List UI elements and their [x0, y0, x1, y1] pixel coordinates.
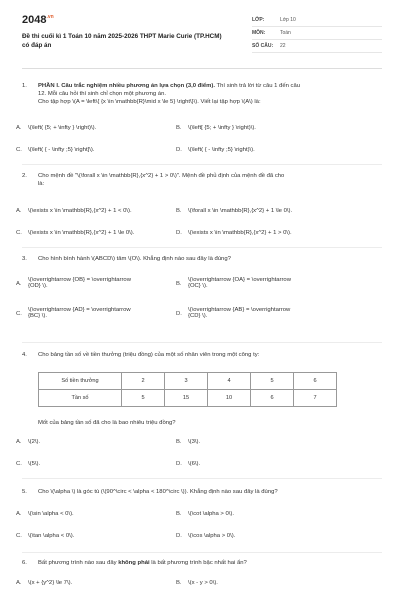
meta-count-row	[252, 40, 382, 53]
option-d[interactable]	[176, 461, 200, 467]
question-4	[22, 351, 382, 361]
question-1	[22, 82, 382, 122]
option-letter: A.	[16, 580, 22, 586]
question-text-line: Cho mệnh đề "\(\forall x \in \mathbb{R},{x^2} + 1 > 0\)". Mệnh đề phủ định của mệnh đề đã cho	[38, 173, 285, 179]
question-number: 1.	[22, 83, 27, 89]
option-d[interactable]	[176, 230, 292, 236]
question-text	[38, 255, 378, 263]
option-c[interactable]	[16, 230, 134, 236]
table-cell: Tần số	[39, 390, 122, 407]
question-4-followup	[22, 419, 382, 429]
option-letter: B.	[176, 511, 182, 517]
question-emphasis: không phải	[118, 560, 150, 566]
table-cell: 4	[208, 373, 251, 390]
meta-box	[252, 14, 382, 53]
option-letter: C.	[16, 311, 22, 317]
option-b[interactable]	[176, 439, 200, 445]
question-text-line: Cho hình bình hành \(ABCD\) tâm \(O\). Khẳng định nào sau đây là đúng?	[38, 256, 231, 262]
table-cell: Số tiền thưởng	[39, 373, 122, 390]
question-text	[38, 351, 378, 359]
option-c[interactable]	[16, 307, 131, 319]
question-number: 4.	[22, 352, 27, 358]
option-letter: D.	[176, 311, 182, 317]
question-number: 2.	[22, 173, 27, 179]
table-cell: 15	[165, 390, 208, 407]
option-text-line: {BC} \).	[28, 313, 47, 319]
question-text-line: Mốt của bảng tần số đã cho là bao nhiêu triệu đồng?	[38, 420, 176, 426]
option-text-line: {OD} \).	[28, 283, 48, 289]
option-text	[28, 307, 131, 319]
table-cell: 2	[122, 373, 165, 390]
option-a[interactable]	[16, 511, 74, 517]
table-cell: 5	[251, 373, 294, 390]
option-text: \(5\).	[28, 461, 41, 467]
option-c[interactable]	[16, 533, 74, 539]
option-text: \(\exists x \in \mathbb{R},{x^2} + 1 > 0\).	[188, 230, 292, 236]
table-row	[39, 390, 337, 407]
option-letter: B.	[176, 125, 182, 131]
option-text: \(\left[ {5; + \infty } \right)\).	[188, 125, 256, 131]
question-text-part: Bất phương trình nào sau đây	[38, 560, 119, 566]
question-text	[38, 82, 378, 106]
question-divider	[22, 342, 382, 343]
option-text: \(\tan \alpha < 0\).	[28, 533, 75, 539]
question-6	[22, 559, 382, 569]
meta-subject-value: Toán	[280, 30, 291, 36]
option-c[interactable]	[16, 461, 40, 467]
option-b[interactable]	[176, 511, 234, 517]
question-number: 3.	[22, 256, 27, 262]
document-title: Đề thi cuối kì 1 Toán 10 năm 2025-2026 THPT Marie Curie (TP.HCM) có đáp án	[22, 33, 222, 49]
question-divider	[22, 164, 382, 165]
question-divider	[22, 247, 382, 248]
option-c[interactable]	[16, 147, 94, 153]
option-letter: C.	[16, 533, 22, 539]
meta-count-value: 22	[280, 43, 286, 49]
meta-subject-label: MÔN:	[252, 30, 266, 36]
option-letter: D.	[176, 461, 182, 467]
question-5	[22, 488, 382, 498]
brand-suffix: .vn	[46, 14, 54, 20]
option-text: \(\forall x \in \mathbb{R},{x^2} + 1 \le 0\).	[188, 208, 293, 214]
option-text	[188, 277, 291, 289]
option-b[interactable]	[176, 125, 256, 131]
question-text	[38, 488, 378, 496]
question-text-line: là:	[38, 181, 45, 187]
option-letter: B.	[176, 281, 182, 287]
option-letter: D.	[176, 533, 182, 539]
option-text	[28, 277, 131, 289]
meta-grade-value: Lớp 10	[280, 17, 296, 23]
table-cell: 3	[165, 373, 208, 390]
option-text: \(\cos \alpha > 0\).	[188, 533, 236, 539]
option-text-line: {OC} \).	[188, 283, 208, 289]
frequency-table	[38, 372, 337, 407]
option-a[interactable]	[16, 580, 72, 586]
question-text-line: Cho bảng tần số về tiền thưởng (triệu đồng) của một số nhân viên trong một công ty:	[38, 352, 260, 358]
option-letter: A.	[16, 125, 22, 131]
option-text: \(\exists x \in \mathbb{R},{x^2} + 1 < 0\).	[28, 208, 132, 214]
meta-grade-row	[252, 14, 382, 27]
question-text-line: Cho tập hợp \(A = \left\{ {x \in \mathbb{R}\mid x \le 5} \right\}\). Viết lại tập hợp \(A\) là:	[38, 99, 261, 105]
meta-subject-row	[252, 27, 382, 40]
option-text: \(\left( { - \infty ;5} \right)\).	[188, 147, 255, 153]
option-text-line: {CD} \).	[188, 313, 208, 319]
table-cell: 7	[294, 390, 337, 407]
option-letter: D.	[176, 147, 182, 153]
document-header	[22, 14, 382, 64]
option-letter: B.	[176, 439, 182, 445]
option-letter: A.	[16, 439, 22, 445]
option-b[interactable]	[176, 277, 291, 289]
option-text: \(\sin \alpha < 0\).	[28, 511, 74, 517]
option-text: \(6\).	[188, 461, 201, 467]
option-letter: B.	[176, 580, 182, 586]
table-cell: 6	[251, 390, 294, 407]
question-number: 6.	[22, 560, 27, 566]
option-text: \(\left( { - \infty ;5} \right]\).	[28, 147, 95, 153]
meta-count-label: SỐ CÂU:	[252, 43, 274, 49]
option-a[interactable]	[16, 277, 131, 289]
table-row	[39, 373, 337, 390]
question-text-line: Cho \(\alpha \) là góc tù (\(90^\circ < \alpha < 180^\circ \)). Khẳng định nào sau đây là đúng?	[38, 489, 278, 495]
option-text-line: \(\overrightarrow {AB} = \overrightarrow	[188, 307, 291, 313]
question-3	[22, 255, 382, 265]
question-text-part: là bất phương trình bậc nhất hai ẩn?	[149, 560, 247, 566]
option-d[interactable]	[176, 307, 290, 319]
option-letter: A.	[16, 208, 22, 214]
option-text-line: \(\overrightarrow {OA} = \overrightarrow	[188, 277, 291, 283]
option-a[interactable]	[16, 125, 96, 131]
question-text	[38, 559, 378, 567]
question-divider	[22, 478, 382, 479]
question-text-line: Thí sinh trả lời từ câu 1 đến câu	[215, 83, 301, 89]
option-letter: D.	[176, 230, 182, 236]
option-text: \(3\).	[188, 439, 201, 445]
meta-grade-label: LỚP:	[252, 17, 265, 23]
option-text-line: \(\overrightarrow {AD} = \overrightarrow	[28, 307, 131, 313]
option-text-line: \(\overrightarrow {OB} = \overrightarrow	[28, 277, 131, 283]
option-d[interactable]	[176, 533, 235, 539]
question-text-line: 12. Mỗi câu hỏi thí sinh chỉ chọn một phương án.	[38, 91, 166, 97]
question-text	[38, 172, 378, 188]
option-text: \(\cot \alpha > 0\).	[188, 511, 235, 517]
brand-name: 2048	[22, 14, 47, 26]
option-b[interactable]	[176, 580, 218, 586]
option-letter: A.	[16, 281, 22, 287]
option-b[interactable]	[176, 208, 292, 214]
table-cell: 5	[122, 390, 165, 407]
option-letter: A.	[16, 511, 22, 517]
option-letter: C.	[16, 147, 22, 153]
option-text: \(\exists x \in \mathbb{R},{x^2} + 1 \le 0\).	[28, 230, 135, 236]
option-letter: C.	[16, 230, 22, 236]
option-d[interactable]	[176, 147, 255, 153]
option-text: \(x - y > 0\).	[188, 580, 218, 586]
option-letter: B.	[176, 208, 182, 214]
option-a[interactable]	[16, 439, 40, 445]
section-intro: PHẦN I. Câu trắc nghiệm nhiều phương án lựa chọn (3,0 điểm).	[38, 83, 216, 89]
question-2	[22, 172, 382, 192]
header-divider	[22, 68, 382, 69]
table-cell: 6	[294, 373, 337, 390]
question-divider	[22, 552, 382, 553]
option-letter: C.	[16, 461, 22, 467]
option-a[interactable]	[16, 208, 132, 214]
option-text: \(x + {y^2} \le 7\).	[28, 580, 73, 586]
question-number: 5.	[22, 489, 27, 495]
brand-logo[interactable]	[22, 14, 54, 26]
option-text	[188, 307, 290, 319]
option-text: \(2\).	[28, 439, 41, 445]
table-cell: 10	[208, 390, 251, 407]
option-text: \(\left( {5; + \infty } \right)\).	[28, 125, 97, 131]
